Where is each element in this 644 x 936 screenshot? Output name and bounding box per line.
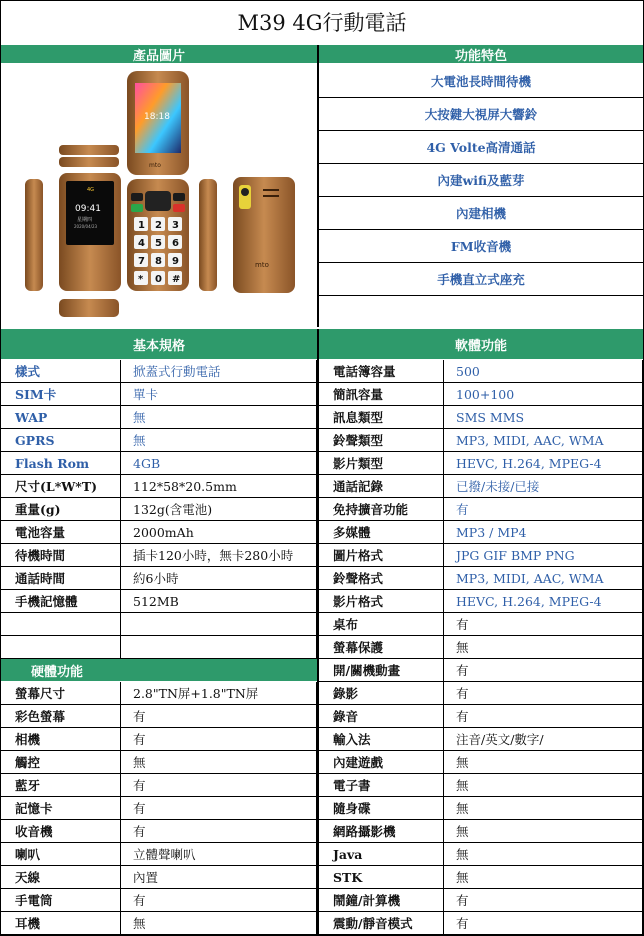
spec-label: Java [319,843,444,866]
keypad-key-label: 5 [155,238,162,249]
spec-label: 重量(g) [1,498,121,521]
spec-value: HEVC, H.264, MPEG-4 [444,590,643,613]
empty-cell [1,613,121,636]
spec-label: 喇叭 [1,843,121,866]
spec-value: MP3, MIDI, AAC, WMA [444,567,643,590]
spec-label: GPRS [1,429,121,452]
spec-label: 觸控 [1,751,121,774]
spec-value: MP3 / MP4 [444,521,643,544]
spec-label: 記憶卡 [1,797,121,820]
inner-screen-time: 18:18 [144,112,170,122]
spec-label: 電池容量 [1,521,121,544]
spec-value: 有 [121,797,317,820]
spec-label: 螢幕尺寸 [1,682,121,705]
spec-value: 無 [444,866,643,889]
outer-screen-time: 09:41 [75,204,101,214]
outer-screen-date: 星期四 [77,217,93,223]
back-brand: mto [255,261,269,269]
spec-label: 鬧鐘/計算機 [319,889,444,912]
divider [317,329,319,935]
spec-label: Flash Rom [1,452,121,475]
spec-label: 多媒體 [319,521,444,544]
spec-value: 512MB [121,590,317,613]
spec-value: 500 [444,360,643,383]
header-software: 軟體功能 [319,329,643,359]
spec-value: 無 [444,797,643,820]
spec-label: 網路攝影機 [319,820,444,843]
spec-label: 電子書 [319,774,444,797]
divider [317,45,319,327]
spec-value: 有 [121,774,317,797]
spec-label: 震動/靜音模式 [319,912,444,935]
spec-value: 2000mAh [121,521,317,544]
keypad-key-label: 2 [155,220,162,231]
keypad-key-label: 3 [172,220,179,231]
spec-value: 132g(含電池) [121,498,317,521]
spec-label: 手機記憶體 [1,590,121,613]
spec-label: 收音機 [1,820,121,843]
keypad-key-label: 0 [155,274,162,285]
spec-label: 通話時間 [1,567,121,590]
spec-label: 影片格式 [319,590,444,613]
header-hardware: 硬體功能 [1,659,317,681]
keypad-key-label: # [172,274,181,285]
feature-item: 手機直立式座充 [319,263,643,296]
header-basic-specs: 基本規格 [1,329,317,359]
empty-cell [121,636,317,659]
spec-label: 相機 [1,728,121,751]
spec-label: 耳機 [1,912,121,935]
keypad-key-label: 9 [172,256,179,267]
spec-value: 有 [444,889,643,912]
spec-value: 無 [444,636,643,659]
spec-value: 有 [121,820,317,843]
spec-label: 輸入法 [319,728,444,751]
spec-value: 有 [444,682,643,705]
spec-label: STK [319,866,444,889]
product-photo [11,63,316,325]
spec-label: 尺寸(L*W*T) [1,475,121,498]
spec-label: 影片類型 [319,452,444,475]
spec-value: 單卡 [121,383,317,406]
spec-value: 注音/英文/數字/ [444,728,643,751]
spec-value: 無 [444,751,643,774]
spec-label: 免持擴音功能 [319,498,444,521]
spec-label: 內建遊戲 [319,751,444,774]
feature-item: 大按鍵大視屏大響鈴 [319,98,643,131]
header-product-image: 產品圖片 [1,45,317,63]
spec-label: 天線 [1,866,121,889]
spec-label: 圖片格式 [319,544,444,567]
spec-label: 樣式 [1,360,121,383]
spec-value: 已撥/未接/已接 [444,475,643,498]
spec-label: SIM卡 [1,383,121,406]
outer-screen-badge: 4G [87,187,95,193]
spec-value: 2.8"TN屏+1.8"TN屏 [121,682,317,705]
keypad-key-label: 6 [172,238,179,249]
keypad-key-label: * [138,274,144,285]
keypad-key-label: 8 [155,256,162,267]
spec-label: 隨身碟 [319,797,444,820]
spec-value: 無 [121,429,317,452]
spec-label: 螢幕保護 [319,636,444,659]
spec-value: 112*58*20.5mm [121,475,317,498]
keypad-key-label: 1 [138,220,145,231]
feature-item: 內建相機 [319,197,643,230]
feature-item: FM收音機 [319,230,643,263]
spec-label: 訊息類型 [319,406,444,429]
empty-cell [1,636,121,659]
spec-value: 插卡120小時，無卡280小時 [121,544,317,567]
spec-value: 有 [444,498,643,521]
spec-label: 藍牙 [1,774,121,797]
spec-value: MP3, MIDI, AAC, WMA [444,429,643,452]
spec-value: 無 [444,820,643,843]
page-title: M39 4G行動電話 [237,11,407,35]
spec-label: WAP [1,406,121,429]
spec-value: 有 [444,613,643,636]
spec-label: 通話記錄 [319,475,444,498]
spec-label: 錄影 [319,682,444,705]
spec-value: 有 [444,705,643,728]
spec-value: 掀蓋式行動電話 [121,360,317,383]
keypad-key-label: 7 [138,256,145,267]
spec-value: 約6小時 [121,567,317,590]
spec-label: 鈴聲類型 [319,429,444,452]
feature-item: 大電池長時間待機 [319,65,643,98]
spec-value: 無 [121,406,317,429]
feature-item: 4G Volte高清通話 [319,131,643,164]
spec-label: 錄音 [319,705,444,728]
spec-value: 4GB [121,452,317,475]
spec-value: 無 [444,843,643,866]
feature-item: 內建wifi及藍芽 [319,164,643,197]
spec-label: 電話簿容量 [319,360,444,383]
spec-value: SMS MMS [444,406,643,429]
spec-label: 手電筒 [1,889,121,912]
spec-value: JPG GIF BMP PNG [444,544,643,567]
spec-label: 桌布 [319,613,444,636]
spec-label: 鈴聲格式 [319,567,444,590]
spec-value: 內置 [121,866,317,889]
spec-label: 待機時間 [1,544,121,567]
outer-screen-date2: 2020/04/23 [74,224,98,229]
empty-cell [121,613,317,636]
spec-value: HEVC, H.264, MPEG-4 [444,452,643,475]
spec-value: 立體聲喇叭 [121,843,317,866]
spec-value: 有 [121,728,317,751]
inner-brand: mto [149,162,161,169]
header-features: 功能特色 [319,45,643,63]
spec-value: 有 [444,659,643,682]
spec-value: 無 [444,774,643,797]
spec-label: 簡訊容量 [319,383,444,406]
spec-value: 無 [121,912,317,935]
spec-label: 彩色螢幕 [1,705,121,728]
spec-value: 100+100 [444,383,643,406]
spec-value: 有 [444,912,643,935]
keypad-key-label: 4 [138,238,145,249]
spec-value: 有 [121,705,317,728]
spec-label: 開/關機動畫 [319,659,444,682]
spec-value: 有 [121,889,317,912]
spec-value: 無 [121,751,317,774]
